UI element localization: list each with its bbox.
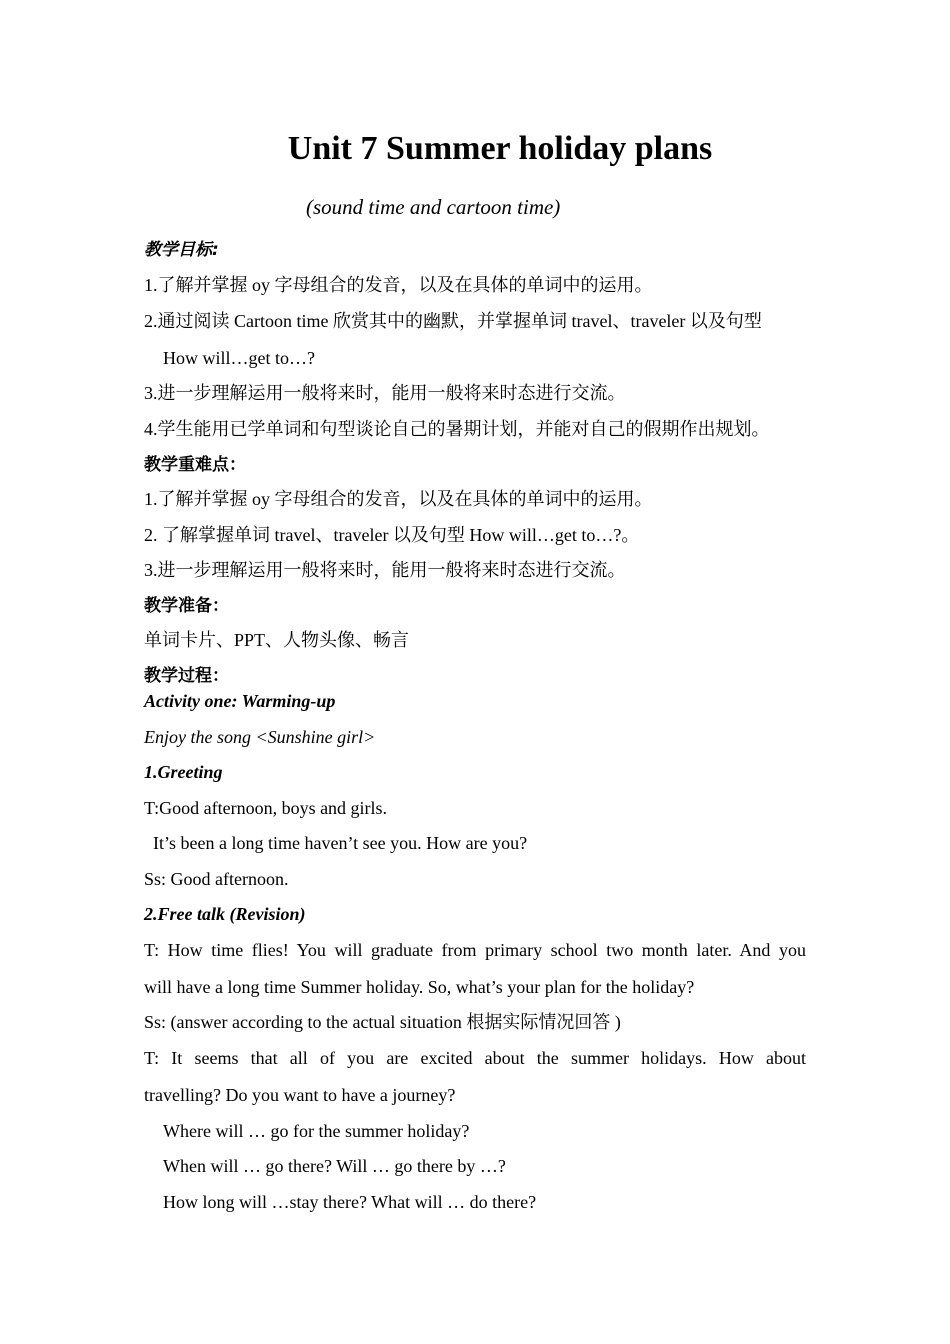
preparation-text: 单词卡片、PPT、人物头像、畅言 [144,630,410,650]
free-talk-heading: 2.Free talk (Revision) [144,904,306,924]
process-heading: 教学过程： [144,666,229,686]
preparation-heading: 教学准备： [144,596,229,616]
key-point-item: 2. 了解掌握单词 travel、traveler 以及句型 How will…get to…?。 [144,525,640,545]
dialogue-line: It’s been a long time haven’t see you. How are you? [153,833,528,853]
objective-item: 2.通过阅读 Cartoon time 欣赏其中的幽默，并掌握单词 travel、traveler 以及句型 [144,311,762,331]
dialogue-line: T:Good afternoon, boys and girls. [144,798,388,818]
dialogue-line: T: How time flies! You will graduate from primary school two month later. And you [144,940,806,960]
objective-item: 1.了解并掌握 oy 字母组合的发音，以及在具体的单词中的运用。 [144,275,653,295]
dialogue-line: Ss: (answer according to the actual situation 根据实际情况回答 ) [144,1012,621,1032]
dialogue-line: T: It seems that all of you are excited about the summer holidays. How about [144,1048,806,1068]
objective-item: 4.学生能用已学单词和句型谈论自己的暑期计划，并能对自己的假期作出规划。 [144,419,770,439]
question-line: When will … go there? Will … go there by …? [163,1156,506,1176]
dialogue-line: travelling? Do you want to have a journey? [144,1085,456,1105]
key-point-item: 3.进一步理解运用一般将来时，能用一般将来时态进行交流。 [144,560,626,580]
dialogue-line: Ss: Good afternoon. [144,869,289,889]
objective-item: 3.进一步理解运用一般将来时，能用一般将来时态进行交流。 [144,383,626,403]
question-line: Where will … go for the summer holiday? [163,1121,470,1141]
objective-item-continuation: How will…get to…? [163,348,315,368]
greeting-heading: 1.Greeting [144,762,223,782]
key-points-heading: 教学重难点： [144,455,246,475]
key-point-item: 1.了解并掌握 oy 字母组合的发音，以及在具体的单词中的运用。 [144,489,653,509]
activity-heading: Activity one: Warming-up [144,691,336,711]
question-line: How long will …stay there? What will … do there? [163,1192,537,1212]
page-subtitle: (sound time and cartoon time) [306,195,561,219]
song-line: Enjoy the song <Sunshine girl> [144,727,376,747]
objectives-heading: 教学目标: [144,240,219,260]
page-title: Unit 7 Summer holiday plans [287,130,713,167]
dialogue-line: will have a long time Summer holiday. So, what’s your plan for the holiday? [144,977,695,997]
